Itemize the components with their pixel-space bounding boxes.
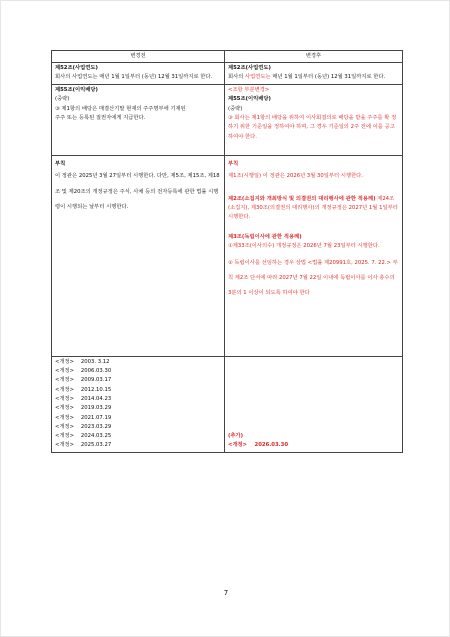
history-after	[225, 356, 403, 452]
amendment-entry: <개정> 2023.03.29	[55, 423, 112, 430]
article-3-clause-1: ①제33조(이사의수) 개정규정은 2026년 7월 23일부터 시행한다.	[228, 243, 380, 250]
amendment-entry: <개정> 2006.03.30	[55, 368, 112, 375]
amendment-entry: <개정> 2026.03.30	[228, 442, 289, 449]
article-title: 제55조(이익배당)	[55, 86, 98, 93]
omitted-note: (중략)	[228, 105, 243, 112]
page-number: 7	[223, 589, 229, 597]
row3-before	[52, 155, 225, 356]
article-text: 회사의 사업연도는 매년 1월 1일부터 (동년) 12월 31일까지로 한다.	[55, 74, 213, 81]
amendment-entry: <개정> 2009.03.17	[55, 377, 112, 384]
added-note: (추가)	[228, 433, 244, 440]
article-3-clause-2: ② 독립이사를 선임하는 경우 상법 <법률 제20991호, 2025. 7. 22.> 부칙 제2조 단서에 따라 2027년 7월 22일 이내에 독립이사를 이사 총수의 3분의 1 이상이 되도록 하여야 한다	[228, 259, 398, 297]
amendment-entry: <개정> 2024.03.25	[55, 433, 112, 440]
amendment-entry: <개정> 2019.03.29	[55, 405, 112, 412]
header-before: 변경전	[52, 51, 225, 63]
article-text: ③ 제1항의 배당은 매결산기말 현재의 주주명부에 기재된 주주 또는 등록된 질권자에게 지급한다.	[55, 105, 186, 122]
amendment-entry: <개정> 2014.04.23	[55, 396, 112, 402]
article-title: 제52조(사업연도)	[55, 65, 98, 71]
row2-before	[52, 84, 225, 155]
row1-after	[225, 63, 403, 85]
article-title: 제55조(이익배당)	[228, 96, 271, 103]
article-3-title: 제3조(독립이사에 관한 적용례)	[228, 233, 302, 240]
row2-after	[225, 84, 403, 155]
row3-after	[225, 155, 403, 356]
omitted-note: (중략)	[55, 96, 70, 103]
article-1: 제1조(시행일) 이 정관은 2026년 3월 30일부터 시행한다.	[228, 173, 363, 180]
amendment-comparison-table	[51, 50, 403, 453]
amendment-history-list	[55, 358, 221, 451]
amendment-entry: <개정> 2012.10.15	[55, 386, 112, 393]
supplementary-title: 부칙	[228, 160, 239, 167]
row1-before	[52, 63, 225, 85]
supplementary-title: 부칙	[55, 160, 66, 167]
article-text: ③ 회사는 제1항의 배당을 위하여 이사회결의로 배당을 받을 주주를 확 정하기 위한 기준일을 정하여야 하며, 그 경우 기준일의 2주 전에 이를 공고하여야 한다.	[228, 115, 397, 140]
amendment-entry: <개정> 2025.03.27	[55, 442, 112, 449]
article-2: 제2조(소집지와 개최방식 및 의결권의 대리행사에 관한 적용례) 제24조(소집지), 제30조(의결권의 대리행사)의 개정규정은 2027년 1월 1일부터 시행한다.	[228, 195, 398, 221]
article-text: 회사의 사업연도는 매년 1월 1일부터 (동년) 12월 31일까지로 한다.	[228, 74, 386, 81]
supplementary-text: 이 정관은 2025년 3월 27일부터 시행한다. 다만, 제5조, 제15조, 제18조 및 제20조의 개정규정은 주식, 사채 등의 전자등록에 관한 법률 시행령이 시행되는 날부터 시행한다.	[55, 173, 220, 211]
article-title: 제52조(사업연도)	[228, 65, 271, 71]
amendment-entry: <개정> 2003. 3.12	[55, 358, 110, 365]
history-before	[52, 356, 225, 452]
change-tag: <조항 부분변경>	[228, 86, 270, 93]
amendment-entry: <개정> 2021.07.19	[55, 414, 112, 421]
header-after: 변경후	[225, 51, 403, 63]
